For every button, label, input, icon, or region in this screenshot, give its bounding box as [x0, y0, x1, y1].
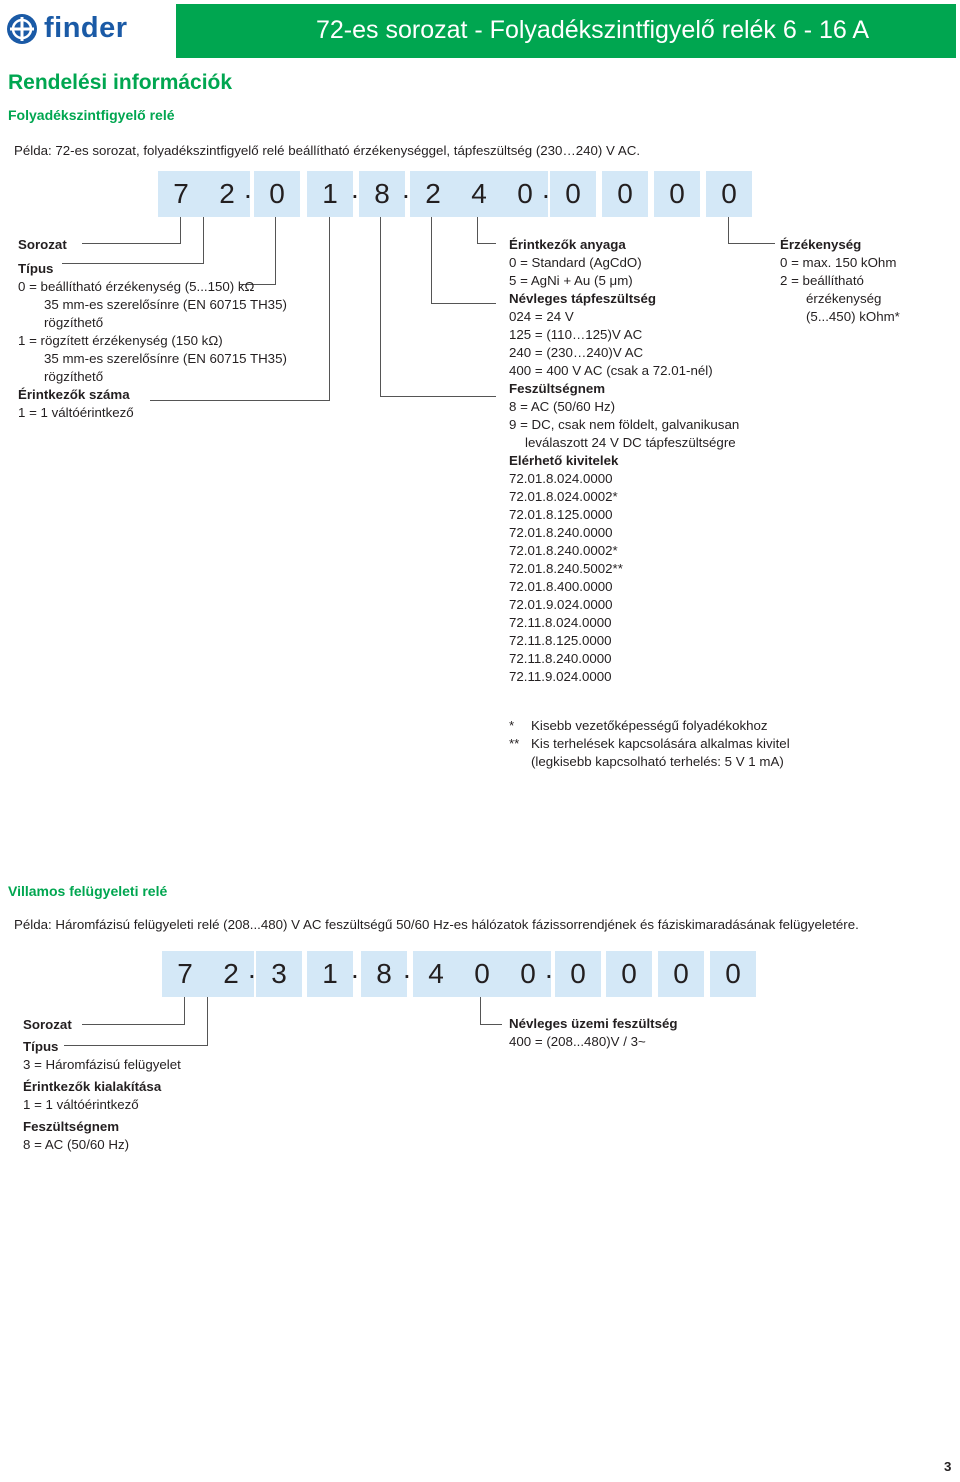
finder-logo-icon: [7, 14, 37, 44]
code-digit: 0: [505, 951, 551, 997]
code-digit: 8: [359, 171, 405, 217]
feszultsegnem-line: 8 = AC (50/60 Hz): [509, 399, 616, 414]
code-digit: 0: [555, 951, 601, 997]
s1-left-column: [18, 236, 287, 422]
code-digit: 1: [307, 951, 353, 997]
nevleges-line: 240 = (230…240)V AC: [509, 345, 644, 360]
section1-example: Példa: 72-es sorozat, folyadékszintfigyelő relé beállítható érzékenységgel, tápfeszültség (230…240) V AC.: [14, 143, 641, 158]
variant-code: 72.11.9.024.0000: [509, 669, 612, 684]
code-digit: 0: [602, 171, 648, 217]
code-digit: 0: [706, 171, 752, 217]
variant-code: 72.01.8.240.5002**: [509, 561, 623, 576]
code-dot: .: [542, 173, 550, 204]
feszultsegnem-line: leválaszott 24 V DC tápfeszültségre: [525, 435, 736, 450]
label-nevleges: Névleges tápfeszültség: [509, 291, 657, 306]
kialakitas-line: 1 = 1 váltóérintkező: [23, 1097, 139, 1112]
label-tipus: Típus: [23, 1039, 59, 1054]
code-digit: 4: [413, 951, 459, 997]
code-dot: .: [402, 173, 410, 204]
erzekenyseg-line: 0 = max. 150 kOhm: [780, 255, 897, 270]
code-digit: 7: [158, 171, 204, 217]
anyaga-line: 5 = AgNi + Au (5 μm): [509, 273, 633, 288]
code-digit: 8: [361, 951, 407, 997]
code-dot: .: [351, 173, 359, 204]
code-digit: 2: [204, 171, 250, 217]
tipus-line: 1 = rögzített érzékenység (150 kΩ): [18, 333, 223, 348]
code-digit: 0: [502, 171, 548, 217]
tipus-line: rögzíthető: [44, 369, 104, 384]
s1-mid-column: [509, 236, 739, 686]
tipus-line: rögzíthető: [44, 315, 104, 330]
anyaga-line: 0 = Standard (AgCdO): [509, 255, 642, 270]
page-title: 72-es sorozat - Folyadékszintfigyelő relék 6 - 16 A: [316, 16, 870, 44]
nevleges-line: 024 = 24 V: [509, 309, 574, 324]
footnote: ** Kis terhelések kapcsolására alkalmas kivitel: [509, 736, 790, 751]
variant-code: 72.01.8.240.0000: [509, 525, 613, 540]
code-digit: 2: [208, 951, 254, 997]
code-digit: 0: [550, 171, 596, 217]
variant-code: 72.11.8.125.0000: [509, 633, 612, 648]
label-erintkezok-szama: Érintkezők száma: [18, 387, 130, 402]
s2-left-column: [23, 1016, 181, 1154]
label-sorozat: Sorozat: [23, 1017, 72, 1032]
erzekenyseg-line: 2 = beállítható: [780, 273, 864, 288]
label-kialakitas: Érintkezők kialakítása: [23, 1079, 162, 1094]
page-number: 3: [944, 1459, 952, 1474]
tipus-line: 0 = beállítható érzékenység (5...150) kΩ: [18, 279, 255, 294]
label-tipus: Típus: [18, 261, 54, 276]
label-erzekenyseg: Érzékenység: [780, 237, 862, 252]
code-digit: 3: [256, 951, 302, 997]
code-digit: 7: [162, 951, 208, 997]
label-sorozat: Sorozat: [18, 237, 67, 252]
footnote: * Kisebb vezetőképességű folyadékokhoz: [509, 718, 768, 733]
variant-code: 72.01.8.125.0000: [509, 507, 613, 522]
label-feszultsegnem: Feszültségnem: [509, 381, 606, 396]
code-digit: 0: [606, 951, 652, 997]
code-digit: 1: [307, 171, 353, 217]
variant-code: 72.01.8.240.0002*: [509, 543, 618, 558]
label-elerheto: Elérhető kivitelek: [509, 453, 619, 468]
label-anyaga: Érintkezők anyaga: [509, 237, 626, 252]
variant-code: 72.01.8.024.0002*: [509, 489, 618, 504]
order-code-1: [158, 171, 758, 217]
code-dot: .: [351, 953, 359, 984]
code-digit: 4: [456, 171, 502, 217]
erintkezok-szama-line: 1 = 1 váltóérintkező: [18, 405, 134, 420]
nevleges-line: 400 = 400 V AC (csak a 72.01-nél): [509, 363, 713, 378]
section2-heading: Villamos felügyeleti relé: [8, 883, 168, 899]
variant-code: 72.01.8.400.0000: [509, 579, 613, 594]
code-digit: 0: [254, 171, 300, 217]
code-dot: .: [403, 953, 411, 984]
tipus-line: 3 = Háromfázisú felügyelet: [23, 1057, 181, 1072]
variant-code: 72.01.9.024.0000: [509, 597, 613, 612]
code-digit: 2: [410, 171, 456, 217]
code-dot: .: [545, 953, 553, 984]
nevleges-line: 125 = (110…125)V AC: [509, 327, 643, 342]
logo-text: finder: [44, 12, 128, 44]
label-feszultsegnem: Feszültségnem: [23, 1119, 120, 1134]
section2-example: Példa: Háromfázisú felügyeleti relé (208...480) V AC feszültségű 50/60 Hz-es hálózatok fázissorrendjének és fáziskimaradásának felügyeletére.: [14, 917, 859, 932]
code-digit: 0: [459, 951, 505, 997]
nevleges-line: 400 = (208...480)V / 3~: [509, 1034, 646, 1049]
s2-right-column: [509, 1015, 678, 1051]
logo: [0, 0, 172, 58]
label-nevleges: Névleges üzemi feszültség: [509, 1016, 678, 1031]
code-digit: 0: [710, 951, 756, 997]
s1-right-column: [780, 236, 900, 326]
order-code-2: [162, 951, 762, 997]
code-dot: .: [244, 173, 252, 204]
section-title: Rendelési információk: [8, 71, 233, 94]
variant-code: 72.11.8.240.0000: [509, 651, 612, 666]
code-digit: 0: [654, 171, 700, 217]
tipus-line: 35 mm-es szerelősínre (EN 60715 TH35): [44, 297, 287, 312]
code-digit: 0: [658, 951, 704, 997]
variant-code: 72.01.8.024.0000: [509, 471, 613, 486]
erzekenyseg-line: érzékenység: [806, 291, 882, 306]
code-dot: .: [248, 953, 256, 984]
feszultsegnem-line: 9 = DC, csak nem földelt, galvanikusan: [509, 417, 740, 432]
feszultsegnem-line: 8 = AC (50/60 Hz): [23, 1137, 130, 1152]
footnotes: [509, 717, 790, 771]
tipus-line: 35 mm-es szerelősínre (EN 60715 TH35): [44, 351, 287, 366]
footnote: (legkisebb kapcsolható terhelés: 5 V 1 mA): [531, 754, 784, 769]
erzekenyseg-line: (5...450) kOhm*: [806, 309, 900, 324]
section1-heading: Folyadékszintfigyelő relé: [8, 107, 175, 123]
variant-code: 72.11.8.024.0000: [509, 615, 612, 630]
